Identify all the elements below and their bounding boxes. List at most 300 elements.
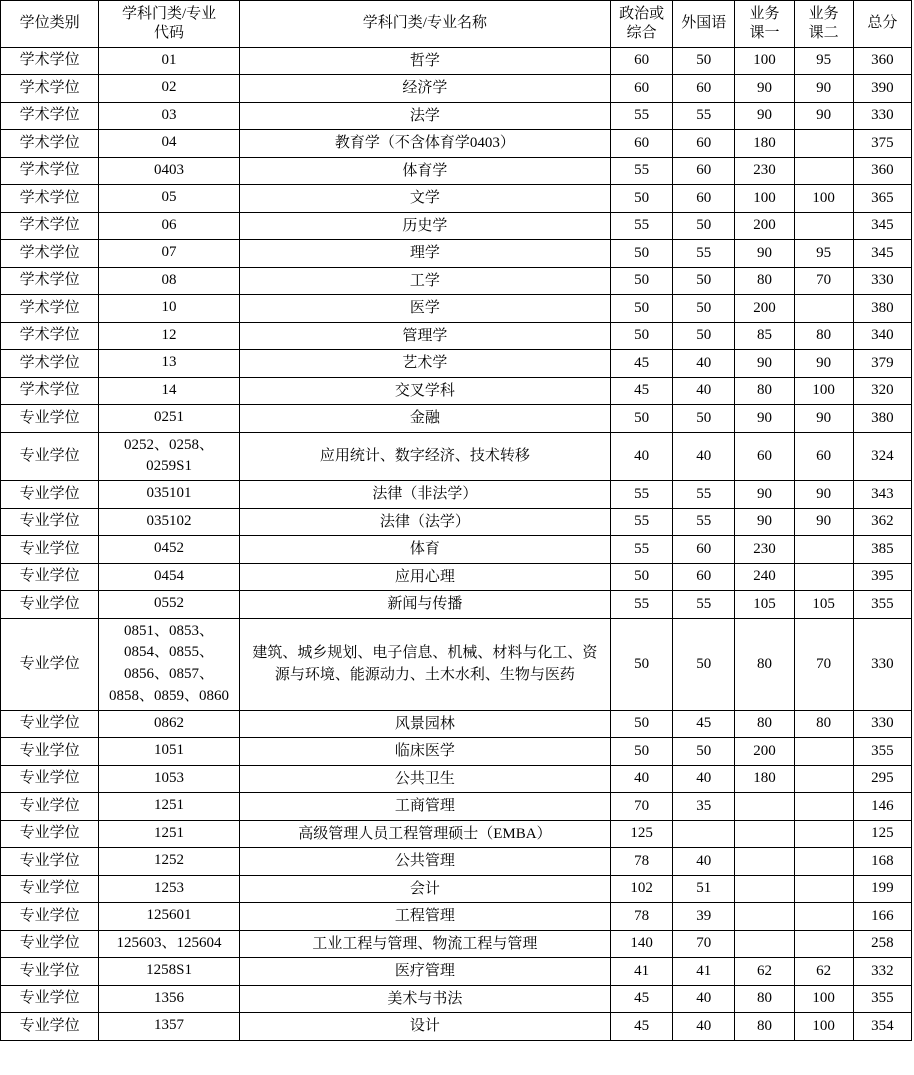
cell-discipline-name: [239, 765, 610, 793]
cell-discipline-code: [99, 930, 239, 958]
cell-total-score: 365: [853, 185, 911, 213]
table-row: [1, 481, 912, 509]
name-text: 美术与书法: [387, 990, 463, 1007]
table-row: [1, 102, 912, 130]
cell-degree-category: 专业学位: [1, 405, 99, 433]
cell-degree-category: 专业学位: [1, 432, 99, 481]
table-row: [1, 930, 912, 958]
cell-degree-category: 专业学位: [1, 710, 99, 738]
cell-discipline-name: [239, 350, 610, 378]
cell-foreign-language-score: 55: [673, 508, 735, 536]
table-row: [1, 212, 912, 240]
code-text: 10: [161, 299, 177, 316]
cell-discipline-code: [99, 432, 239, 481]
table-row: [1, 240, 912, 268]
cell-business-one-score: 60: [735, 432, 794, 481]
cell-foreign-language-score: 60: [673, 185, 735, 213]
cell-total-score: 330: [853, 102, 911, 130]
table-row: [1, 75, 912, 103]
cell-discipline-code: [99, 75, 239, 103]
cell-degree-category: 学术学位: [1, 157, 99, 185]
cell-degree-category: 专业学位: [1, 793, 99, 821]
cell-degree-category: 专业学位: [1, 738, 99, 766]
cell-foreign-language-score: 55: [673, 591, 735, 619]
cell-business-two-score: 90: [794, 405, 853, 433]
cell-business-two-score: 80: [794, 322, 853, 350]
table-row: [1, 295, 912, 323]
table-row: [1, 130, 912, 158]
cell-business-two-score: 95: [794, 240, 853, 268]
cell-discipline-code: [99, 985, 239, 1013]
cell-total-score: 380: [853, 295, 911, 323]
column-header-discipline-code: [99, 1, 239, 48]
cell-discipline-name: [239, 75, 610, 103]
cell-business-two-score: 100: [794, 377, 853, 405]
cell-politics-score: 55: [610, 102, 672, 130]
cell-discipline-code: [99, 875, 239, 903]
cell-politics-score: 41: [610, 958, 672, 986]
cell-discipline-code: [99, 47, 239, 75]
cell-degree-category: 学术学位: [1, 130, 99, 158]
cell-degree-category: 专业学位: [1, 591, 99, 619]
cell-degree-category: 专业学位: [1, 848, 99, 876]
cell-business-one-score: 90: [735, 508, 794, 536]
cell-total-score: 380: [853, 405, 911, 433]
cell-politics-score: 55: [610, 212, 672, 240]
cell-discipline-name: [239, 618, 610, 710]
cell-degree-category: 学术学位: [1, 240, 99, 268]
name-text: 教育学（不含体育学0403）: [334, 135, 515, 151]
name-text: 会计: [409, 880, 440, 897]
cell-discipline-name: [239, 47, 610, 75]
code-text: 0851、0853、0854、0855、0856、0857、0858、0859、0860: [109, 622, 230, 704]
cell-discipline-name: [239, 102, 610, 130]
column-header-business-one: [735, 1, 794, 48]
cell-discipline-name: [239, 322, 610, 350]
cell-total-score: 362: [853, 508, 911, 536]
cell-total-score: 360: [853, 47, 911, 75]
cell-discipline-name: [239, 157, 610, 185]
code-text: 12: [161, 326, 177, 343]
cell-total-score: 166: [853, 903, 911, 931]
cell-business-one-score: 105: [735, 591, 794, 619]
cell-discipline-code: [99, 563, 239, 591]
table-row: [1, 710, 912, 738]
cell-discipline-code: [99, 185, 239, 213]
cell-total-score: 258: [853, 930, 911, 958]
cell-total-score: 330: [853, 267, 911, 295]
table-row: [1, 958, 912, 986]
column-header-politics-line1: 政治或: [619, 6, 665, 22]
table-row: [1, 985, 912, 1013]
code-text: 02: [161, 79, 177, 96]
name-text: 法学: [409, 107, 440, 124]
table-row: [1, 793, 912, 821]
cell-degree-category: 学术学位: [1, 47, 99, 75]
cell-discipline-code: [99, 508, 239, 536]
cell-discipline-name: [239, 820, 610, 848]
code-text: 0552: [154, 595, 185, 612]
cell-total-score: 199: [853, 875, 911, 903]
cell-business-one-score: 90: [735, 481, 794, 509]
cell-degree-category: 专业学位: [1, 930, 99, 958]
cell-foreign-language-score: 50: [673, 405, 735, 433]
table-row: [1, 903, 912, 931]
name-text: 医疗管理: [394, 963, 455, 979]
cell-discipline-code: [99, 350, 239, 378]
code-text: 0403: [154, 161, 185, 178]
column-header-discipline-code-line2: 代码: [154, 24, 185, 41]
name-text: 临床医学: [394, 743, 455, 759]
cell-discipline-name: [239, 536, 610, 564]
cell-foreign-language-score: 40: [673, 848, 735, 876]
cell-discipline-name: [239, 903, 610, 931]
cell-foreign-language-score: 51: [673, 875, 735, 903]
cell-business-two-score: 90: [794, 508, 853, 536]
cell-degree-category: 学术学位: [1, 75, 99, 103]
code-text: 1251: [154, 824, 185, 841]
cell-business-one-score: 90: [735, 102, 794, 130]
name-text: 法律（法学）: [379, 513, 470, 530]
cell-business-one-score: 80: [735, 267, 794, 295]
cell-degree-category: 专业学位: [1, 536, 99, 564]
cell-discipline-name: [239, 848, 610, 876]
table-row: [1, 738, 912, 766]
table-row: [1, 765, 912, 793]
cell-politics-score: 55: [610, 481, 672, 509]
cell-business-two-score: 90: [794, 102, 853, 130]
cell-foreign-language-score: 50: [673, 267, 735, 295]
cell-business-one-score: 80: [735, 1013, 794, 1041]
name-text: 哲学: [409, 52, 440, 69]
cell-degree-category: 学术学位: [1, 350, 99, 378]
cell-discipline-name: [239, 295, 610, 323]
cell-business-two-score: [794, 738, 853, 766]
name-text: 建筑、城乡规划、电子信息、机械、材料与化工、资源与环境、能源动力、土木水利、生物与医药: [252, 644, 598, 683]
cell-business-one-score: 80: [735, 377, 794, 405]
cell-business-one-score: [735, 848, 794, 876]
cell-politics-score: 50: [610, 185, 672, 213]
cell-discipline-code: [99, 481, 239, 509]
cell-total-score: 355: [853, 591, 911, 619]
cell-business-one-score: 62: [735, 958, 794, 986]
cell-politics-score: 45: [610, 377, 672, 405]
cell-discipline-code: [99, 710, 239, 738]
table-row: [1, 47, 912, 75]
cell-discipline-code: [99, 738, 239, 766]
name-text: 高级管理人员工程管理硕士（EMBA）: [298, 825, 552, 842]
cell-discipline-code: [99, 295, 239, 323]
cell-total-score: 330: [853, 618, 911, 710]
cell-politics-score: 55: [610, 508, 672, 536]
cell-degree-category: 专业学位: [1, 618, 99, 710]
cell-politics-score: 50: [610, 710, 672, 738]
cell-discipline-name: [239, 563, 610, 591]
cell-business-one-score: 100: [735, 185, 794, 213]
code-text: 1356: [154, 989, 185, 1006]
cell-degree-category: 专业学位: [1, 1013, 99, 1041]
code-text: 05: [161, 189, 177, 206]
cell-business-two-score: [794, 212, 853, 240]
cell-politics-score: 45: [610, 985, 672, 1013]
cell-total-score: 295: [853, 765, 911, 793]
table-row: [1, 377, 912, 405]
table-row: [1, 875, 912, 903]
cell-politics-score: 40: [610, 765, 672, 793]
table-row: [1, 848, 912, 876]
cell-politics-score: 78: [610, 903, 672, 931]
cell-business-two-score: [794, 848, 853, 876]
name-text: 交叉学科: [394, 382, 455, 399]
cell-discipline-name: [239, 212, 610, 240]
cell-foreign-language-score: 60: [673, 563, 735, 591]
cell-total-score: 355: [853, 985, 911, 1013]
table-body: [1, 47, 912, 1040]
cell-foreign-language-score: 60: [673, 536, 735, 564]
cell-degree-category: 学术学位: [1, 102, 99, 130]
cell-degree-category: 专业学位: [1, 820, 99, 848]
name-text: 公共管理: [394, 853, 455, 869]
column-header-foreign-language: 外国语: [673, 1, 735, 48]
cell-foreign-language-score: 60: [673, 130, 735, 158]
cell-politics-score: 45: [610, 350, 672, 378]
name-text: 管理学: [402, 327, 448, 344]
cell-discipline-name: [239, 240, 610, 268]
cell-foreign-language-score: 35: [673, 793, 735, 821]
table-row: [1, 405, 912, 433]
table-row: [1, 591, 912, 619]
cell-business-one-score: 85: [735, 322, 794, 350]
name-text: 经济学: [402, 80, 448, 96]
cell-business-one-score: [735, 820, 794, 848]
name-text: 工商管理: [394, 798, 455, 814]
cell-business-one-score: 80: [735, 618, 794, 710]
table-row: [1, 157, 912, 185]
cell-total-score: 345: [853, 212, 911, 240]
cell-total-score: 343: [853, 481, 911, 509]
table-row: [1, 267, 912, 295]
code-text: 1357: [154, 1017, 185, 1034]
cell-discipline-name: [239, 793, 610, 821]
cell-politics-score: 50: [610, 322, 672, 350]
cell-foreign-language-score: 55: [673, 240, 735, 268]
name-text: 体育: [409, 541, 440, 557]
cell-foreign-language-score: 40: [673, 377, 735, 405]
cell-discipline-code: [99, 765, 239, 793]
cell-foreign-language-score: 45: [673, 710, 735, 738]
cell-business-one-score: [735, 793, 794, 821]
cell-politics-score: 78: [610, 848, 672, 876]
code-text: 0252、0258、0259S1: [124, 436, 215, 475]
column-header-business-one-line2: 课一: [749, 24, 780, 41]
column-header-total: 总分: [853, 1, 911, 48]
cell-business-one-score: 90: [735, 75, 794, 103]
name-text: 新闻与传播: [387, 596, 463, 612]
cell-total-score: 375: [853, 130, 911, 158]
cell-foreign-language-score: 50: [673, 738, 735, 766]
name-text: 设计: [409, 1018, 440, 1034]
cell-discipline-code: [99, 820, 239, 848]
cell-discipline-code: [99, 212, 239, 240]
cell-politics-score: 40: [610, 432, 672, 481]
name-text: 应用统计、数字经济、技术转移: [319, 448, 530, 464]
name-text: 艺术学: [402, 355, 448, 371]
cell-business-two-score: 90: [794, 350, 853, 378]
name-text: 应用心理: [394, 568, 455, 585]
code-text: 1053: [154, 769, 185, 786]
cell-business-two-score: 60: [794, 432, 853, 481]
table-row: [1, 820, 912, 848]
table-row: [1, 185, 912, 213]
cell-degree-category: 专业学位: [1, 563, 99, 591]
cell-discipline-name: [239, 985, 610, 1013]
cell-discipline-code: [99, 848, 239, 876]
cell-foreign-language-score: 40: [673, 1013, 735, 1041]
cell-total-score: 320: [853, 377, 911, 405]
code-text: 08: [161, 271, 177, 288]
cell-total-score: 340: [853, 322, 911, 350]
cell-discipline-name: [239, 875, 610, 903]
code-text: 1258S1: [146, 962, 192, 979]
cell-foreign-language-score: 50: [673, 295, 735, 323]
code-text: 13: [161, 354, 177, 371]
table-row: [1, 1013, 912, 1041]
name-text: 工学: [409, 272, 440, 289]
cell-total-score: 355: [853, 738, 911, 766]
code-text: 07: [161, 244, 177, 261]
cell-foreign-language-score: 40: [673, 765, 735, 793]
cell-business-one-score: 80: [735, 710, 794, 738]
cell-total-score: 360: [853, 157, 911, 185]
table-row: [1, 508, 912, 536]
column-header-business-two-line1: 业务: [808, 6, 839, 22]
cell-discipline-code: [99, 618, 239, 710]
cell-politics-score: 55: [610, 536, 672, 564]
code-text: 1252: [154, 852, 185, 869]
cell-politics-score: 60: [610, 130, 672, 158]
cell-politics-score: 140: [610, 930, 672, 958]
cell-foreign-language-score: 55: [673, 481, 735, 509]
cell-business-one-score: [735, 875, 794, 903]
cell-degree-category: 学术学位: [1, 377, 99, 405]
cell-discipline-code: [99, 240, 239, 268]
cell-politics-score: 70: [610, 793, 672, 821]
cell-foreign-language-score: [673, 820, 735, 848]
cell-politics-score: 50: [610, 738, 672, 766]
cell-discipline-name: [239, 591, 610, 619]
cell-business-two-score: [794, 157, 853, 185]
cell-discipline-code: [99, 157, 239, 185]
name-text: 工业工程与管理、物流工程与管理: [312, 935, 538, 952]
cell-business-one-score: 200: [735, 738, 794, 766]
cell-degree-category: 学术学位: [1, 267, 99, 295]
cell-degree-category: 专业学位: [1, 481, 99, 509]
cell-total-score: 332: [853, 958, 911, 986]
code-text: 01: [161, 51, 177, 68]
cell-discipline-name: [239, 710, 610, 738]
table-header-row: [1, 1, 912, 48]
cell-degree-category: 学术学位: [1, 322, 99, 350]
cell-foreign-language-score: 60: [673, 75, 735, 103]
cell-discipline-code: [99, 130, 239, 158]
table-row: [1, 322, 912, 350]
cell-degree-category: 专业学位: [1, 958, 99, 986]
cell-foreign-language-score: 55: [673, 102, 735, 130]
cell-business-two-score: [794, 930, 853, 958]
cell-politics-score: 60: [610, 47, 672, 75]
name-text: 历史学: [402, 217, 448, 234]
cell-business-two-score: 95: [794, 47, 853, 75]
cell-business-one-score: [735, 930, 794, 958]
cell-politics-score: 50: [610, 240, 672, 268]
cell-business-one-score: 180: [735, 765, 794, 793]
cell-total-score: 125: [853, 820, 911, 848]
cell-degree-category: 专业学位: [1, 508, 99, 536]
cell-business-two-score: 90: [794, 481, 853, 509]
cell-discipline-code: [99, 793, 239, 821]
cell-business-two-score: 70: [794, 618, 853, 710]
cell-business-one-score: 200: [735, 212, 794, 240]
cell-discipline-name: [239, 958, 610, 986]
name-text: 工程管理: [394, 908, 455, 924]
cell-discipline-name: [239, 130, 610, 158]
cell-business-one-score: 90: [735, 405, 794, 433]
name-text: 金融: [409, 410, 440, 426]
cell-foreign-language-score: 50: [673, 322, 735, 350]
column-header-degree-category: 学位类别: [1, 1, 99, 48]
column-header-politics-line2: 综合: [626, 24, 657, 41]
cell-business-one-score: 90: [735, 240, 794, 268]
name-text: 理学: [409, 245, 440, 261]
cell-foreign-language-score: 41: [673, 958, 735, 986]
name-text: 医学: [409, 300, 440, 316]
cell-discipline-name: [239, 930, 610, 958]
table-header: [1, 1, 912, 48]
cell-total-score: 395: [853, 563, 911, 591]
cell-degree-category: 学术学位: [1, 185, 99, 213]
cell-business-one-score: 240: [735, 563, 794, 591]
cell-discipline-code: [99, 377, 239, 405]
table-row: [1, 536, 912, 564]
table-row: [1, 618, 912, 710]
cell-discipline-name: [239, 405, 610, 433]
cell-business-two-score: 105: [794, 591, 853, 619]
column-header-business-two: [794, 1, 853, 48]
cell-foreign-language-score: 60: [673, 157, 735, 185]
name-text: 文学: [409, 190, 440, 206]
cell-business-one-score: 230: [735, 157, 794, 185]
cell-business-one-score: 80: [735, 985, 794, 1013]
cell-discipline-name: [239, 377, 610, 405]
cell-total-score: 146: [853, 793, 911, 821]
cell-business-two-score: [794, 820, 853, 848]
column-header-discipline-name: 学科门类/专业名称: [239, 1, 610, 48]
cell-politics-score: 125: [610, 820, 672, 848]
cell-business-one-score: 90: [735, 350, 794, 378]
cell-business-two-score: 100: [794, 185, 853, 213]
code-text: 03: [161, 106, 177, 123]
cell-business-one-score: 200: [735, 295, 794, 323]
code-text: 125603、125604: [116, 934, 222, 951]
cell-foreign-language-score: 40: [673, 350, 735, 378]
cell-discipline-name: [239, 267, 610, 295]
cell-discipline-code: [99, 1013, 239, 1041]
cell-discipline-name: [239, 432, 610, 481]
cell-total-score: 345: [853, 240, 911, 268]
cell-degree-category: 专业学位: [1, 765, 99, 793]
cell-total-score: 168: [853, 848, 911, 876]
cell-total-score: 390: [853, 75, 911, 103]
